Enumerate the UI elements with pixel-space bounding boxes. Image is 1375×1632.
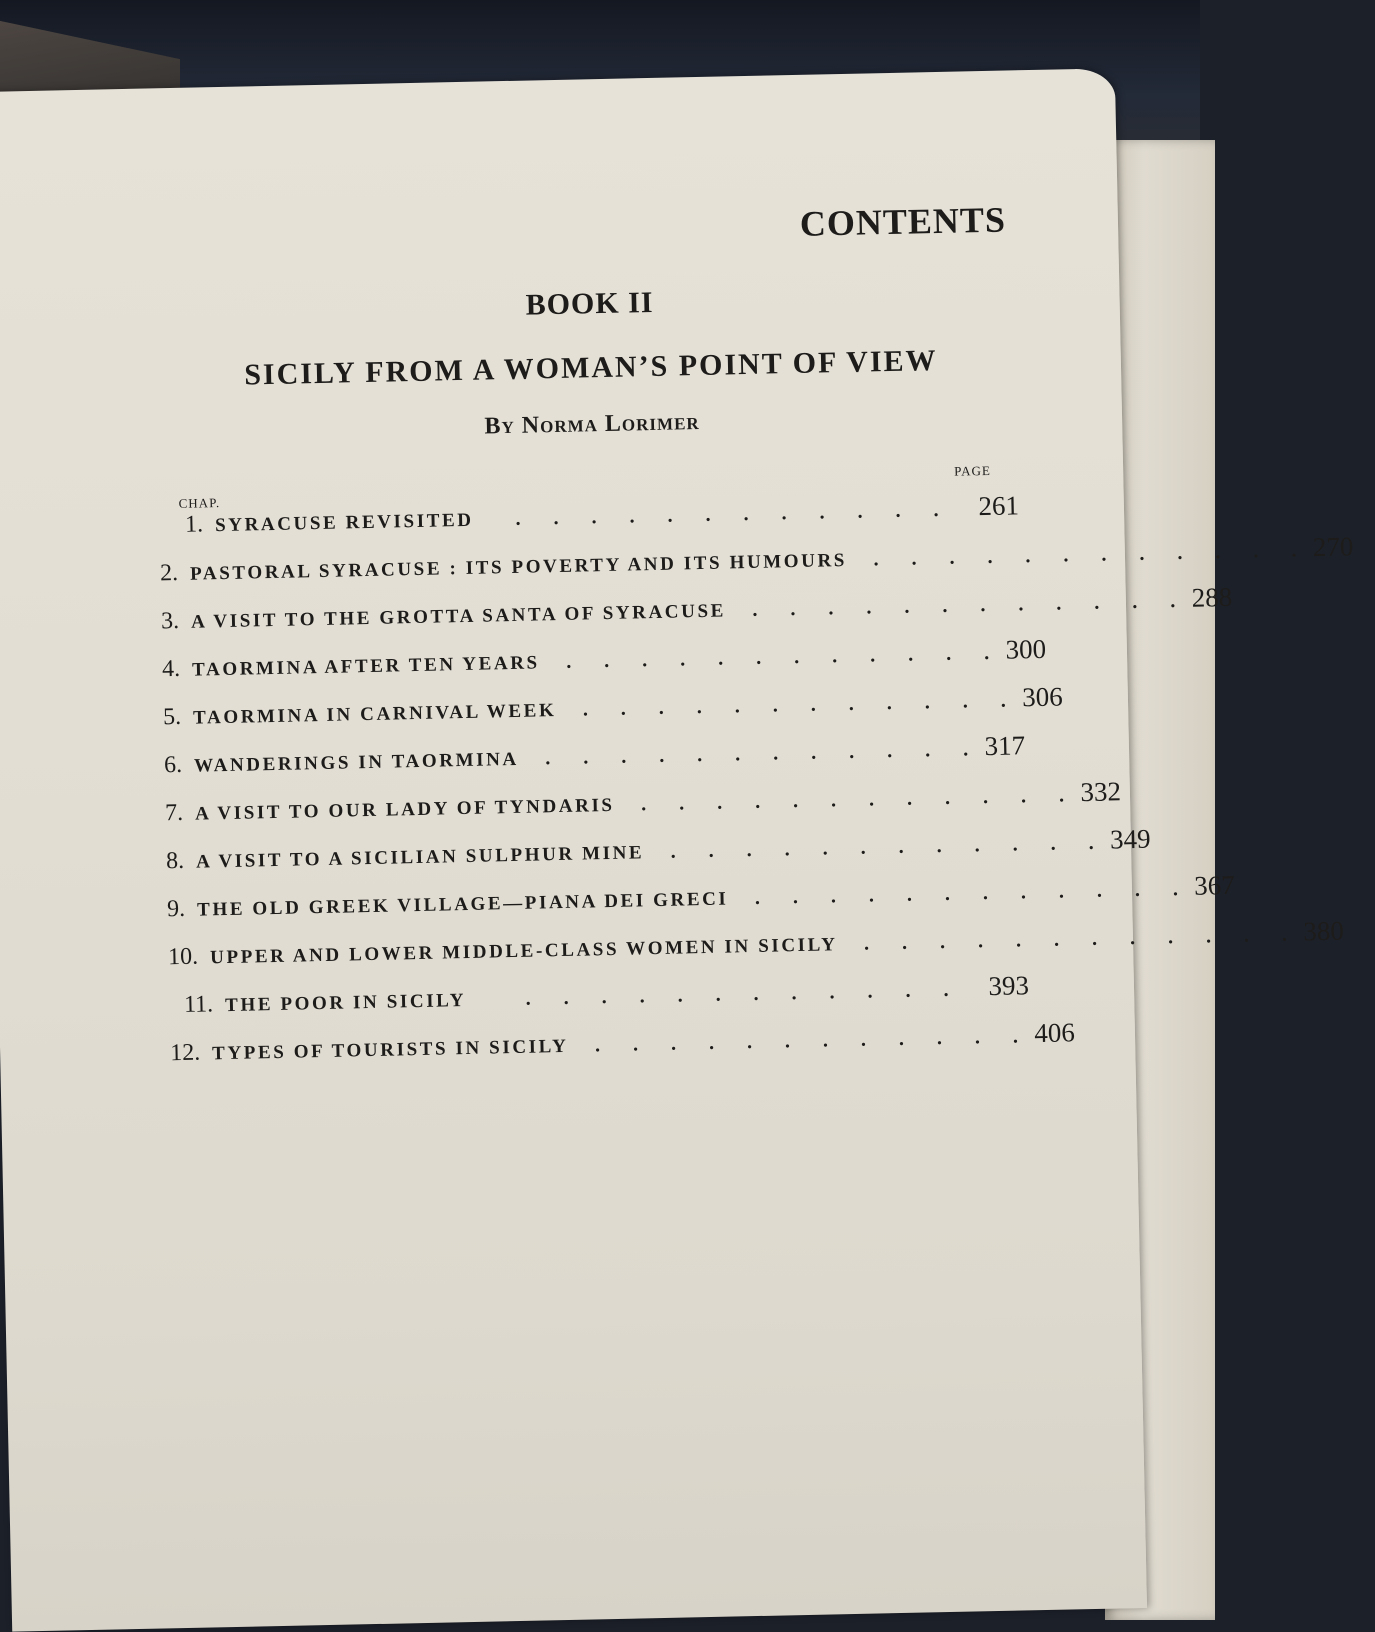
dot-leader: ............ [594, 1025, 1019, 1057]
chapter-number: 12. [169, 1039, 201, 1067]
chapter-title: WANDERINGS IN TAORMINA [193, 748, 519, 777]
chapter-title: A VISIT TO THE GROTTA SANTA OF SYRACUSE [190, 600, 727, 633]
chapter-number: 5. [162, 703, 182, 731]
dot-leader: ............ [863, 923, 1288, 955]
chapter-page: 270 [1312, 531, 1354, 563]
book-number: BOOK II [525, 285, 654, 322]
page-content [0, 68, 1354, 1631]
dot-leader: ............ [670, 831, 1094, 863]
dot-leader: ............ [515, 499, 939, 530]
chapter-number: 10. [167, 943, 199, 971]
chapter-title: THE OLD GREEK VILLAGE—PIANA DEI GRECI [196, 888, 729, 921]
contents-heading: CONTENTS [799, 199, 1007, 244]
chapter-title: TYPES OF TOURISTS IN SICILY [211, 1035, 569, 1065]
dot-leader: ............ [754, 878, 1179, 909]
dot-leader: ............ [640, 784, 1065, 816]
book-page [0, 68, 1354, 1631]
chapter-page: 306 [1021, 681, 1063, 713]
chapter-number: 1. [184, 511, 204, 538]
chapter-title: TAORMINA IN CARNIVAL WEEK [192, 700, 557, 729]
chap-column-label: CHAP. [178, 495, 221, 511]
chapter-number: 11. [183, 991, 214, 1018]
chapter-page: 406 [1034, 1017, 1076, 1049]
chapter-title: A VISIT TO A SICILIAN SULPHUR MINE [195, 842, 645, 873]
book-author: By Norma Lorimer [484, 409, 700, 440]
chapter-title: A VISIT TO OUR LADY OF TYNDARIS [194, 794, 615, 825]
chapter-number: 9. [166, 895, 186, 923]
chapter-page: 349 [1109, 823, 1151, 855]
chapter-number: 3. [160, 607, 180, 635]
dot-leader: ............ [565, 641, 990, 673]
page-column-label: PAGE [953, 462, 992, 479]
chapter-title: TAORMINA AFTER TEN YEARS [191, 652, 540, 681]
chapter-title: THE POOR IN SICILY [224, 990, 467, 1017]
chapter-page: 393 [988, 970, 1030, 1002]
dot-leader: ............ [582, 689, 1006, 721]
book-title: SICILY FROM A WOMAN’S POINT OF VIEW [243, 344, 938, 392]
dot-leader: ............ [752, 590, 1176, 621]
chapter-page: 380 [1303, 915, 1345, 947]
chapter-number: 2. [159, 559, 179, 587]
chapter-page: 332 [1080, 776, 1122, 808]
dot-leader: ............ [873, 539, 1297, 571]
chapter-number: 8. [165, 847, 185, 875]
chapter-page: 367 [1193, 869, 1236, 901]
chapter-number: 4. [161, 655, 181, 683]
chapter-page: 317 [984, 730, 1026, 762]
table-of-contents [159, 490, 1354, 1084]
chapter-number: 6. [163, 751, 183, 779]
chapter-title: PASTORAL SYRACUSE : ITS POVERTY AND ITS HUMOURS [189, 549, 848, 585]
chapter-title: SYRACUSE REVISITED [214, 509, 474, 537]
chapter-number: 7. [164, 799, 184, 827]
chapter-page: 261 [978, 490, 1020, 522]
dot-leader: ............ [544, 738, 969, 770]
dot-leader: ............ [525, 978, 949, 1010]
chapter-page: 288 [1191, 581, 1233, 613]
chapter-title: UPPER AND LOWER MIDDLE-CLASS WOMEN IN SICILY [209, 934, 838, 969]
chapter-page: 300 [1005, 633, 1047, 665]
